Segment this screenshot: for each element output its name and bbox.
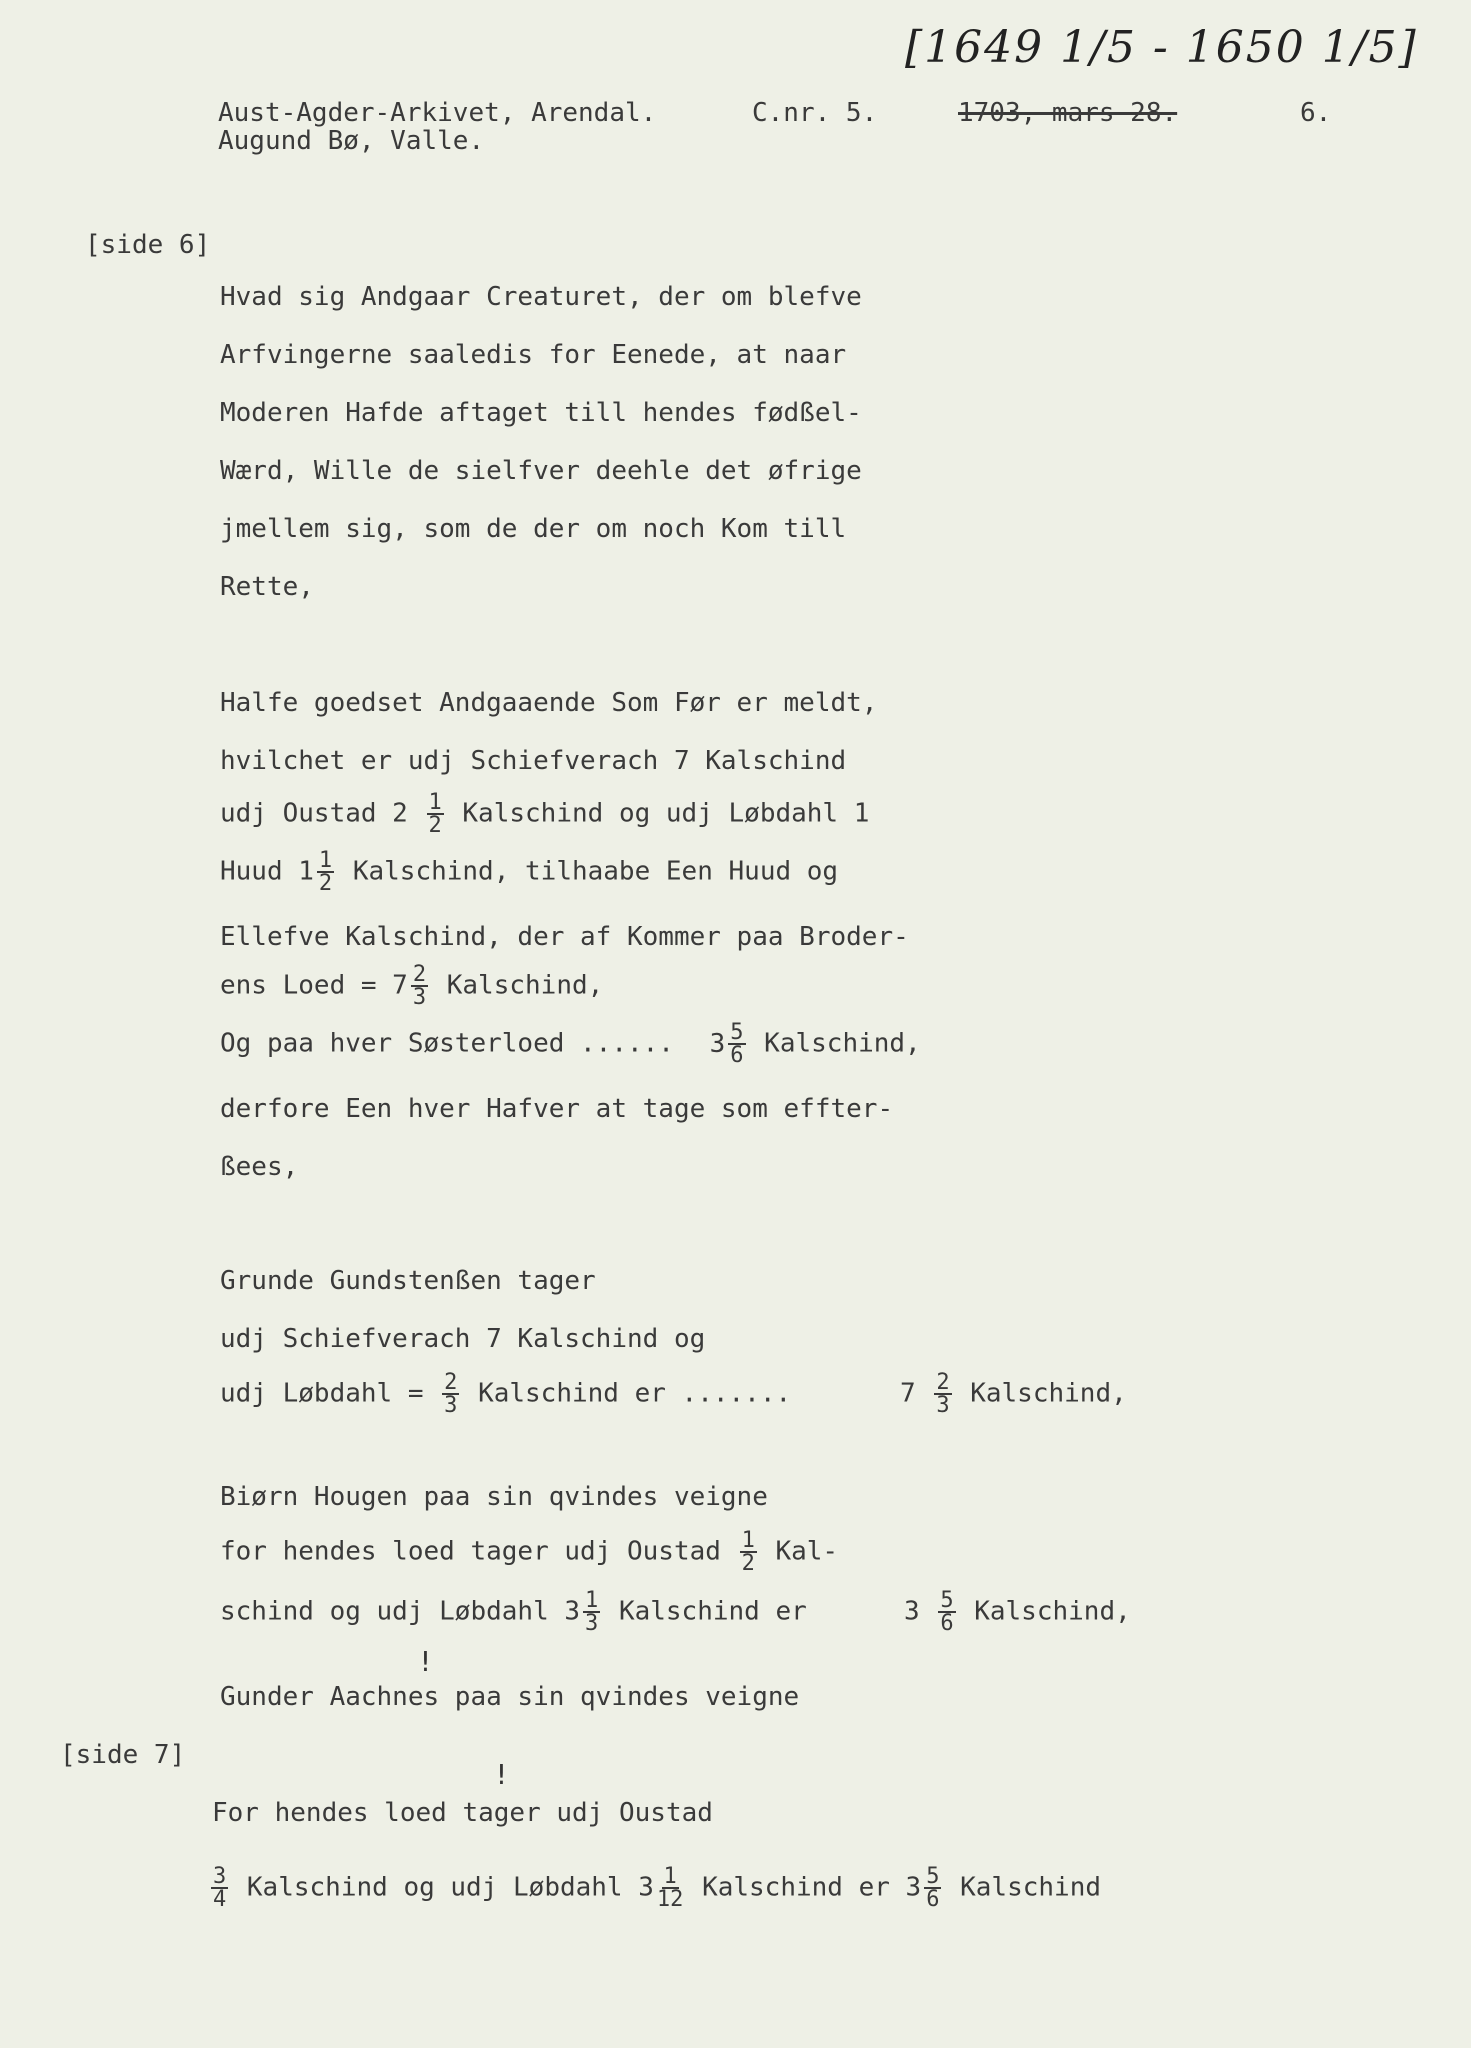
fraction: $\frac{5}{6}$ (940, 1588, 954, 1636)
text-line: Arfvingerne saaledis for Eenede, at naar (220, 340, 847, 370)
text-line: ens Loed = 7 $\frac{2}{3}$ Kalschind, (220, 962, 604, 1010)
fraction: $\frac{3}{4}$ (213, 1864, 227, 1912)
fraction: $\frac{1}{2}$ (318, 848, 333, 896)
fraction: $\frac{1}{2}$ (741, 1528, 755, 1576)
text-line: hvilchet er udj Schiefverach 7 Kalschind (220, 746, 847, 776)
case-number: C.nr. 5. (752, 98, 878, 128)
text-line: for hendes loed tager udj Oustad $\frac{1}{2}$ Kal- (220, 1528, 839, 1576)
text-line: Ellefve Kalschind, der af Kommer paa Broder- (220, 922, 909, 952)
fraction: $\frac{2}{3}$ (936, 1370, 950, 1418)
text-line: Wærd, Wille de sielfver deehle det øfrige (220, 456, 862, 486)
text-line: schind og udj Løbdahl 3 $\frac{1}{3}$ Kalschind er (220, 1588, 807, 1636)
text-line: Halfe goedset Andgaaende Som Før er meldt, (220, 688, 878, 718)
fraction: $\frac{1}{3}$ (585, 1588, 599, 1636)
text-line: Grunde Gundstenßen tager (220, 1266, 596, 1296)
fraction: $\frac{1}{12}$ (656, 1864, 684, 1912)
text-line: derfore Een hver Hafver at tage som effter- (220, 1094, 894, 1124)
annotation-mark: ! (417, 1645, 434, 1678)
text-line: udj Løbdahl = $\frac{2}{3}$ Kalschind er ....... (220, 1370, 792, 1418)
page-number: 6. (1300, 98, 1332, 128)
side-6-marker: [side 6] (85, 230, 211, 260)
handwritten-date-note: [1649 1/5 - 1650 1/5] (905, 22, 1418, 73)
text-line: 7 $\frac{2}{3}$ Kalschind, (900, 1370, 1127, 1418)
subtitle: Augund Bø, Valle. (218, 126, 485, 156)
archive-name: Aust-Agder-Arkivet, Arendal. (218, 98, 657, 128)
text-line: Gunder Aachnes paa sin qvindes veigne (220, 1682, 800, 1712)
fraction: $\frac{1}{2}$ (428, 790, 442, 838)
fraction: $\frac{2}{3}$ (412, 962, 427, 1010)
text-line: $\frac{3}{4}$ Kalschind og udj Løbdahl 3 $\frac{1}{12}$ Kalschind er 3 $\frac{5}{6}$ Kalschind (213, 1864, 1102, 1912)
text-line: jmellem sig, som de der om noch Kom till (220, 514, 847, 544)
text-line: ßees, (220, 1152, 299, 1182)
side-7-marker: [side 7] (60, 1740, 186, 1770)
text-line: Hvad sig Andgaar Creaturet, der om blefve (220, 282, 862, 312)
text-line: Biørn Hougen paa sin qvindes veigne (220, 1482, 768, 1512)
fraction: $\frac{5}{6}$ (730, 1020, 744, 1068)
struck-date: 1703, mars 28. (958, 98, 1178, 128)
annotation-mark: ! (493, 1758, 510, 1791)
text-line: Huud 1 $\frac{1}{2}$ Kalschind, tilhaabe Een Huud og (220, 848, 839, 896)
fraction: $\frac{5}{6}$ (926, 1864, 940, 1912)
text-line: Rette, (220, 572, 314, 602)
text-line: Moderen Hafde aftaget till hendes fødßel- (220, 398, 862, 428)
text-line: Og paa hver Søsterloed ...... 3 $\frac{5}{6}$ Kalschind, (220, 1020, 921, 1068)
text-line: For hendes loed tager udj Oustad (212, 1798, 713, 1828)
text-line: udj Oustad 2 $\frac{1}{2}$ Kalschind og udj Løbdahl 1 (220, 790, 870, 838)
text-line: 3 $\frac{5}{6}$ Kalschind, (904, 1588, 1131, 1636)
text-line: udj Schiefverach 7 Kalschind og (220, 1324, 706, 1354)
fraction: $\frac{2}{3}$ (444, 1370, 458, 1418)
